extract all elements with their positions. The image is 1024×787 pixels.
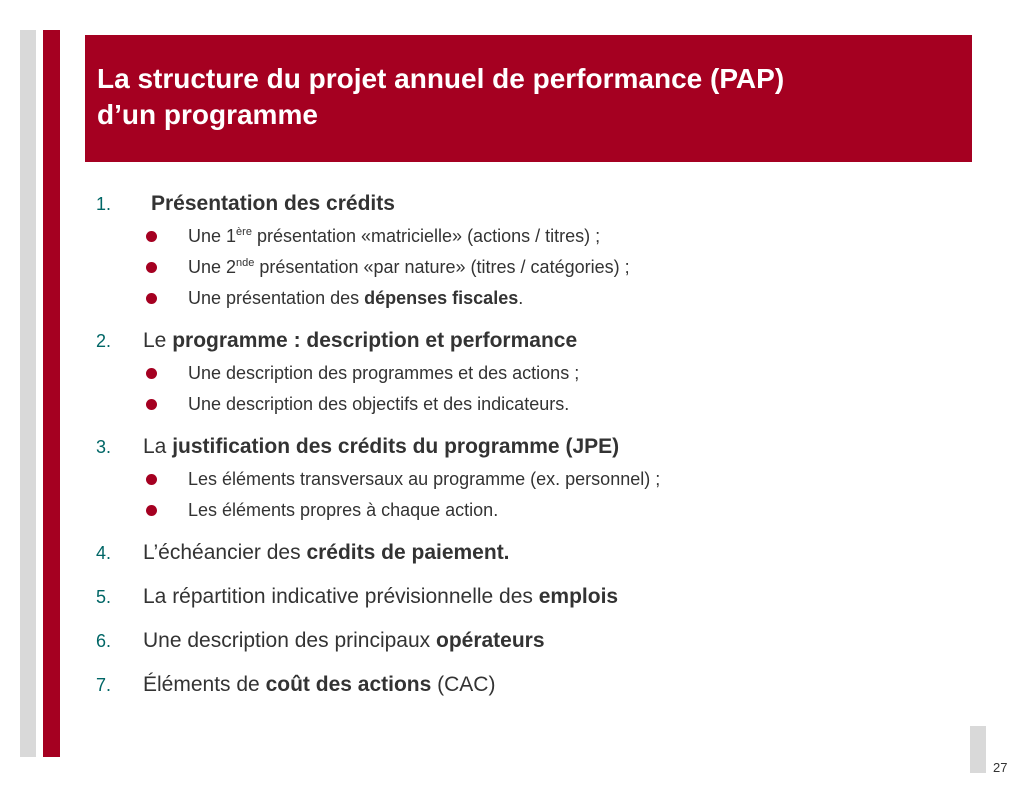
- section-heading: L’échéancier des crédits de paiement.: [143, 541, 510, 564]
- section-number: 3.: [96, 437, 112, 457]
- bullet-item: [96, 283, 956, 314]
- bullet-item: [96, 495, 956, 526]
- footer-gray-bar: [970, 726, 986, 773]
- bullet-text: Une 2nde présentation «par nature» (titres / catégories) ;: [188, 257, 630, 277]
- section-heading: Le programme : description et performance: [143, 329, 578, 352]
- bullet-dot: [146, 262, 157, 273]
- bullet-dot: [146, 474, 157, 485]
- bullet-text: Une description des objectifs et des indicateurs.: [188, 394, 570, 414]
- section-number: 4.: [96, 543, 112, 563]
- bullet-item: [96, 464, 956, 495]
- section-5: [96, 581, 956, 614]
- section-number: 2.: [96, 331, 112, 351]
- bullet-dot: [146, 505, 157, 516]
- section-1: [96, 188, 956, 221]
- slide-title-line-2: d’un programme: [97, 99, 318, 130]
- bullet-item: [96, 221, 956, 252]
- bullet-item: [96, 358, 956, 389]
- left-gray-bar: [20, 30, 36, 757]
- bullet-dot: [146, 368, 157, 379]
- bullet-dot: [146, 293, 157, 304]
- section-heading: Une description des principaux opérateurs: [143, 629, 545, 652]
- bullet-text: Une 1ère présentation «matricielle» (actions / titres) ;: [188, 226, 601, 246]
- section-7: [96, 669, 956, 702]
- section-6: [96, 625, 956, 658]
- section-number: 7.: [96, 675, 112, 695]
- bullet-text: Les éléments propres à chaque action.: [188, 500, 499, 520]
- page-number: 27: [993, 760, 1008, 775]
- section-heading: Éléments de coût des actions (CAC): [143, 673, 496, 696]
- slide-title: [97, 61, 960, 133]
- section-heading: La répartition indicative prévisionnelle des emplois: [143, 585, 619, 608]
- slide-content: [96, 188, 956, 702]
- section-heading: La justification des crédits du programme (JPE): [143, 435, 620, 458]
- section-number: 1.: [96, 194, 112, 214]
- slide-title-line-1: La structure du projet annuel de performance (PAP): [97, 63, 785, 94]
- bullet-text: Une présentation des dépenses fiscales.: [188, 288, 524, 308]
- section-number: 6.: [96, 631, 112, 651]
- bullet-item: [96, 389, 956, 420]
- bullet-item: [96, 252, 956, 283]
- bullet-text: Une description des programmes et des actions ;: [188, 363, 580, 383]
- bullet-dot: [146, 231, 157, 242]
- section-number: 5.: [96, 587, 112, 607]
- title-banner: [85, 35, 972, 162]
- bullet-text: Les éléments transversaux au programme (ex. personnel) ;: [188, 469, 661, 489]
- section-2: [96, 325, 956, 358]
- bullet-dot: [146, 399, 157, 410]
- section-heading: Présentation des crédits: [151, 192, 395, 215]
- left-red-bar: [43, 30, 60, 757]
- section-3: [96, 431, 956, 464]
- section-4: [96, 537, 956, 570]
